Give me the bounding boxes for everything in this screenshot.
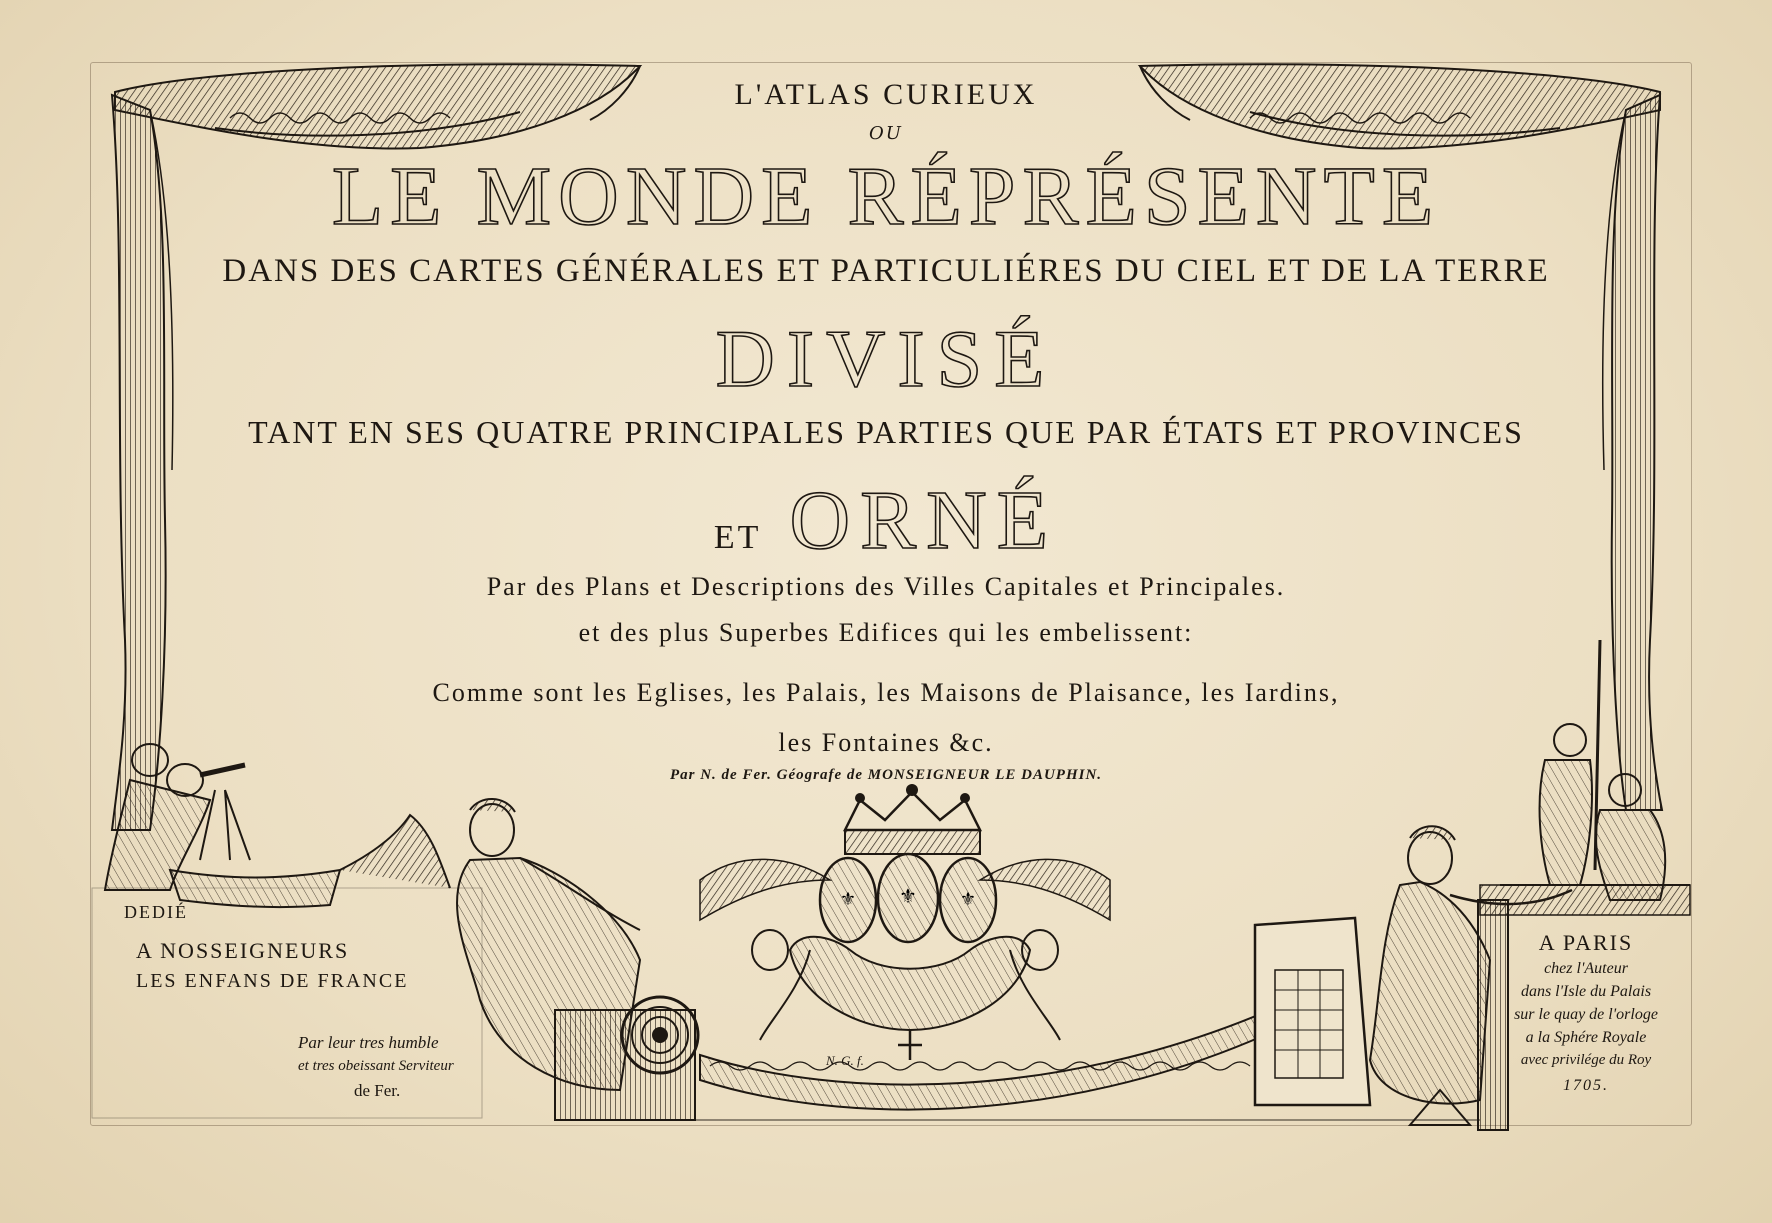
svg-text:⚜: ⚜	[959, 889, 977, 910]
pretitle: L'ATLAS CURIEUX	[734, 78, 1038, 111]
subtitle-line-1: DANS DES CARTES GÉNÉRALES ET PARTICULIÉRES DU CIEL ET DE LA TERRE	[222, 253, 1550, 289]
servant-line-1: Par leur tres humble	[298, 1033, 439, 1052]
imprint-line-2: chez l'Auteur	[1544, 960, 1628, 977]
svg-text:⚜: ⚜	[899, 884, 917, 908]
author-credit: Par N. de Fer. Géografe de MONSEIGNEUR LE DAUPHIN.	[669, 767, 1103, 783]
orne-heading	[0, 472, 1772, 569]
imprint-city: A PARIS	[1538, 930, 1634, 955]
servant-line-3: de Fer.	[354, 1081, 401, 1100]
title-conjunction: OU	[869, 123, 903, 144]
svg-text:⚜: ⚜	[839, 889, 857, 910]
dedication-line-3: LES ENFANS DE FRANCE	[136, 970, 409, 992]
body-line-3: Comme sont les Eglises, les Palais, les Maisons de Plaisance, les Iardins,	[432, 678, 1340, 707]
imprint-line-3: dans l'Isle du Palais	[1520, 983, 1652, 1000]
left-allegorical-figure	[457, 799, 698, 1120]
bottom-ribbon-swag	[700, 1010, 1270, 1110]
body-line-2: et des plus Superbes Edifices qui les embelissent:	[578, 618, 1194, 647]
body-line-4: les Fontaines &c.	[778, 728, 994, 757]
divise-heading: DIVISÉ	[715, 313, 1057, 404]
et-word: ET	[713, 519, 762, 556]
servant-line-2: et tres obeissant Serviteur	[298, 1058, 454, 1074]
royal-coat-of-arms	[700, 784, 1110, 1060]
body-line-1: Par des Plans et Descriptions des Villes Capitales et Principales.	[486, 572, 1286, 601]
imprint-line-4: sur le quay de l'orloge	[1514, 1006, 1658, 1023]
dedication-line-1: DEDIÉ	[124, 902, 188, 922]
subtitle-line-2: TANT EN SES QUATRE PRINCIPALES PARTIES QUE PAR ÉTATS ET PROVINCES	[248, 414, 1524, 450]
imprint-privilege: avec privilége du Roy	[1520, 1052, 1652, 1068]
orne-word: ORNÉ	[789, 474, 1059, 567]
imprint-line-5: a la Sphére Royale	[1525, 1029, 1647, 1046]
imprint-year: 1705.	[1563, 1077, 1609, 1094]
dedication-line-2: A NOSSEIGNEURS	[136, 938, 350, 963]
main-title: LE MONDE RÉPRÉSENTE	[331, 150, 1441, 243]
engraver-signature: N. G. f.	[826, 1053, 864, 1068]
